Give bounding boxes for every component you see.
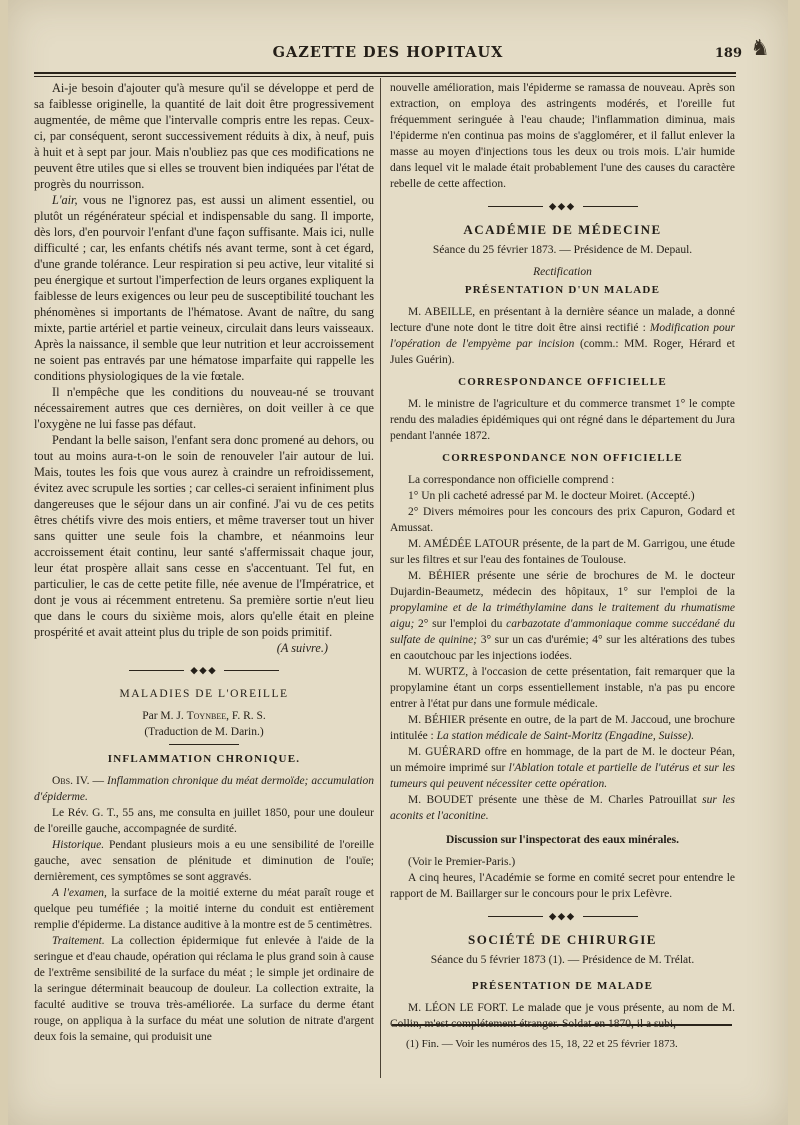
- footnote-rule: [392, 1024, 732, 1026]
- speaker-name: M. BOUDET: [408, 794, 474, 806]
- paragraph: [390, 792, 735, 824]
- rectification-heading: Rectification: [533, 266, 592, 278]
- paragraph-text: (comm.: MM. Roger, Hérard et Jules Guérin).: [390, 338, 735, 366]
- paragraph: Pendant la belle saison, l'enfant sera donc promené au dehors, ou tout au moins aura-t-on le soin de renouveler l'air autour de lui. Mais, toutes les fois que vous aurez à craindre un refroidissement, évitez avec scrupule les sorties ; car celles-ci seraient infiniment plus dangereuses que le séjour dans un air confiné. J'ai vu de ces petits êtres chétifs vivre des mois entiers, et même traverser tout un hiver sans quitter une seule fois la chambre, et néanmoins leur accroissement était continu, leur santé s'affermissait chaque jour, leur état prospère allait sans cesse en s'accentuant. Tel fut, en particulier, le cas de cette petite fille, née avenue de l'Impératrice, et dont je vous ai récemment entretenu. Sa première sortie n'eut lieu que dans le cours du sixième mois, alors qu'elle était en pleine prospérité et avait atteint plus du triple de son poids primitif.: [34, 433, 374, 639]
- paragraph-text: Le malade que je vous présente, au nom de M. Collin, m'est complétement étranger. Soldat en 1870, il a subi,: [390, 1002, 735, 1030]
- section-heading: INFLAMMATION CHRONIQUE.: [107, 753, 301, 765]
- lead-term: A l'examen,: [52, 887, 107, 899]
- observation-subject: Inflammation chronique du méat dermoïde; accumulation d'épiderme.: [34, 775, 375, 803]
- speaker-name: M. GUÉRARD: [408, 746, 481, 758]
- paragraph: [390, 1000, 735, 1032]
- paragraph: [390, 536, 735, 568]
- speaker-name: M. WURTZ,: [408, 666, 469, 678]
- academie-session: Séance du 25 février 1873. — Présidence de M. Depaul.: [432, 244, 693, 256]
- academie-title: ACADÉMIE DE MÉDECINE: [463, 222, 662, 237]
- paragraph-text: présente une série de brochures de M. le docteur Dujardin-Beaumetz, médecin des hôpitaux, 1° sur l'emploi de la: [390, 570, 735, 598]
- short-rule: [169, 744, 239, 745]
- paragraph-text: présente en outre, de la part de M. Jaccoud, une brochure intitulée :: [390, 714, 736, 742]
- paragraph: [34, 837, 374, 885]
- paragraph: nouvelle amélioration, mais l'épiderme se ramassa de nouveau. Après son extraction, on employa des astringents modérés, et l'oreille fut fréquemment seringuée à l'eau chaude; l'inflammation diminua, mais l'épiderme n'en continua pas moins de s'agglomérer, et il fallut enlever la masse au moyen d'injections tous les deux ou trois mois. L'air humide dans lequel vit le malade était probablement l'une des causes du caractère rebelle de cette affection.: [390, 82, 735, 190]
- paragraph-text: La collection épidermique fut enlevée à l'aide de la seringue et d'eau chaude, opération qui réclama le plus grand soin à cause de l'extrême sensibilité de la surface du méat ; le simple jet ordinaire de la seringue déterminait beaucoup de douleur. La collection extraite, la faculté auditive se trouva très-améliorée. La surface du derme étant rouge, on appliqua à la surface du méat une solution de nitrate d'argent deux fois la semaine, qui produisit une: [34, 935, 374, 1043]
- journal-title: GAZETTE DES HOPITAUX: [272, 44, 504, 61]
- article-title: MALADIES DE L'OREILLE: [119, 688, 289, 700]
- observation-title: [34, 773, 374, 805]
- section-heading: PRÉSENTATION D'UN MALADE: [464, 284, 661, 296]
- list-item: 1° Un pli cacheté adressé par M. le docteur Moiret. (Accepté.): [408, 490, 695, 502]
- speaker-name: M. AMÉDÉE LATOUR: [408, 538, 520, 550]
- paragraph: Ai-je besoin d'ajouter qu'à mesure qu'il se développe et perd de sa faiblesse originelle, la quantité de lait doit être progressivement augmentée, de même que l'intervalle compris entre les repas. Ceux-ci, par conséquent, seront successivement réduits à dix, à neuf, puis à huit et à sept par jour. Mais n'oubliez pas que ces modifications ne peuvent être utiles que si elles se trouvent bien indiquées par l'état de progrès du nourrisson.: [34, 81, 374, 191]
- cited-title: sur les aconits et l'aconitine.: [390, 794, 735, 822]
- lead-term: Traitement.: [52, 935, 105, 947]
- byline-prefix: Par M. J.: [142, 710, 187, 722]
- corner-mark-icon: ♞: [750, 36, 770, 61]
- translation-credit: (Traduction de M. Darin.): [144, 726, 264, 738]
- section-ornament: ◆◆◆: [34, 664, 374, 678]
- list-item: 2° Divers mémoires pour les concours des prix Capuron, Godard et Amussat.: [390, 506, 735, 534]
- left-column: [34, 80, 374, 1045]
- paragraph-text: la surface de la moitié externe du méat paraît rouge et quelque peu tuméfiée ; la moitié interne du conduit est entièrement remplie d'épiderme. La distance auditive à la montre est de 5 centimètres.: [34, 887, 375, 931]
- cited-title: La station médicale de Saint-Moritz (Engadine, Suisse).: [436, 730, 695, 742]
- paragraph: [34, 192, 374, 384]
- societe-session: Séance du 5 février 1873 (1). — Présidence de M. Trélat.: [430, 954, 695, 966]
- newspaper-page: [8, 0, 788, 1125]
- speaker-name: M. LÉON LE FORT.: [408, 1002, 509, 1014]
- right-column: [390, 80, 735, 1032]
- column-divider: [380, 78, 381, 1078]
- lead-term: Historique.: [52, 839, 105, 851]
- byline: [34, 708, 374, 724]
- paragraph: [390, 568, 735, 664]
- paragraph: Il n'empêche que les conditions du nouveau-né se trouvant nécessairement autres que ces dernières, on doit veiller à ce que l'oxygène ne lui fasse pas défaut.: [34, 385, 374, 431]
- paragraph: [34, 885, 374, 933]
- paragraph-text: présente une thèse de M. Charles Patrouillat: [473, 794, 703, 806]
- paragraph-text: 3° sur un cas d'urémie; 4° sur les altérations des tubes en caoutchouc par les injections iodées.: [390, 634, 736, 662]
- cross-reference: (Voir le Premier-Paris.): [408, 856, 516, 868]
- cited-title: l'Ablation totale et partielle de l'utérus et sur les tumeurs qui peuvent nécessiter cette opération.: [390, 762, 735, 790]
- paragraph-text: vous ne l'ignorez pas, est aussi un aliment essentiel, ou plutôt un régénérateur spécial et indispensable du sang. Il importe, dès lors, d'en pourvoir l'enfant d'une façon suffisante. Mais ici, nulle difficulté ; car, les enfants chétifs nés avant terme, sont à cet égard, d'une grande tolérance. Leur respiration si peu active, leur vitalité si peu énergique et surtout l'imperfection de leurs organes expliquent la faiblesse de leurs exigences ou leur peu de susceptibilité touchant les phénomènes si importants de l'hématose. Avant de naître, du sang mixte, partie artériel et partie veineux, circulait dans leurs vaisseaux. Après la naissance, il semble que leur nutrition et leur accroissement ne soient pas entravés par une hématose imparfaite qui rappelle les conditions physiologiques de la vie fœtale.: [34, 193, 374, 383]
- societe-title: SOCIÉTÉ DE CHIRURGIE: [468, 932, 657, 947]
- paragraph: [390, 664, 735, 712]
- speaker-name: M. BÉHIER: [408, 714, 466, 726]
- page-number: 189: [714, 46, 742, 61]
- section-ornament: ◆◆◆: [390, 910, 735, 924]
- paragraph-text: offre en hommage, de la part de M. le docteur Péan, un mémoire imprimé sur: [390, 746, 736, 774]
- byline-author: Toynbee, F. R. S.: [186, 710, 266, 722]
- section-heading: CORRESPONDANCE NON OFFICIELLE: [442, 452, 683, 464]
- paragraph: [390, 712, 735, 744]
- header-rule: [34, 72, 736, 74]
- page-header: [28, 44, 748, 68]
- paragraph: A cinq heures, l'Académie se forme en comité secret pour entendre le rapport de M. Baillarger sur le concours pour le prix Lefèvre.: [390, 872, 735, 900]
- footnote: (1) Fin. — Voir les numéros des 15, 18, 22 et 25 février 1873.: [406, 1038, 678, 1050]
- paragraph-text: présente, de la part de M. Garrigou, une étude sur les filtres et sur l'eau des fontaines de Toulouse.: [390, 538, 736, 566]
- paragraph: [34, 933, 374, 1045]
- paragraph-text: Pendant plusieurs mois a eu une sensibilité de l'oreille gauche, avec sensation de plénitude et diminution de l'ouïe; dernièrement, ces symptômes se sont aggravés.: [34, 839, 374, 883]
- cited-title: propylamine et de la triméthylamine dans le traitement du rhumatisme aigu;: [390, 602, 735, 630]
- paragraph: La correspondance non officielle comprend :: [408, 474, 615, 486]
- paragraph-text: 2° sur l'emploi du: [414, 618, 507, 630]
- paragraph: [390, 304, 735, 368]
- to-be-continued: (A suivre.): [276, 641, 328, 655]
- section-heading: CORRESPONDANCE OFFICIELLE: [458, 376, 667, 388]
- speaker-name: M. BÉHIER: [408, 570, 470, 582]
- paragraph: Le Rév. G. T., 55 ans, me consulta en juillet 1850, pour une douleur de l'oreille gauche, accompagnée de surdité.: [34, 807, 374, 835]
- section-ornament: ◆◆◆: [390, 200, 735, 214]
- paragraph-text: en présentant à la dernière séance un malade, a donné lecture d'une note dont le titre doit être ainsi rectifié :: [390, 306, 735, 334]
- cited-title: carbazotate d'ammoniaque comme succédané du sulfate de quinine;: [390, 618, 735, 646]
- speaker-name: M. ABEILLE,: [408, 306, 476, 318]
- header-rule-thin: [34, 76, 736, 77]
- lead-term: L'air,: [52, 193, 78, 207]
- discussion-heading: Discussion sur l'inspectorat des eaux minérales.: [446, 834, 679, 846]
- paragraph: M. le ministre de l'agriculture et du commerce transmet 1° le compte rendu des maladies épidémiques qui ont régné dans le département du Jura pendant l'année 1872.: [390, 398, 735, 442]
- observation-number: Obs. IV. —: [52, 775, 105, 787]
- paragraph: [390, 744, 735, 792]
- cited-title: Modification pour l'opération de l'empyème par incision: [390, 322, 735, 350]
- section-heading: PRÉSENTATION DE MALADE: [471, 980, 654, 992]
- paragraph-text: à l'occasion de cette présentation, fait remarquer que la propylamine étant un corps essentiellement instable, n'a pas pu encore entrer à l'état pur dans une formule médicale.: [390, 666, 735, 710]
